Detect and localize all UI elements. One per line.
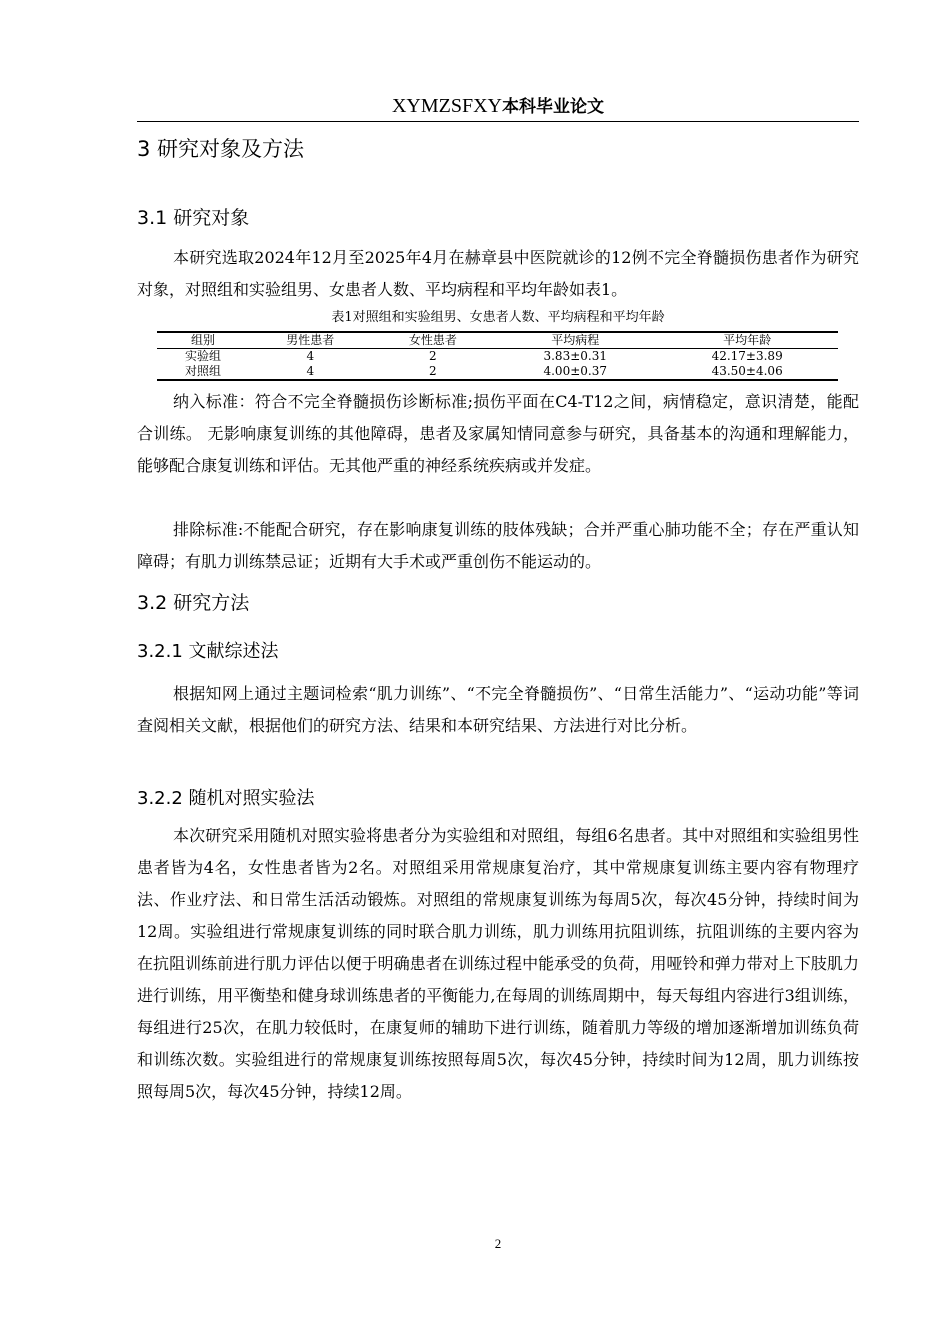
table-cell: 4 <box>306 349 315 363</box>
table-caption: 表1对照组和实验组男、女患者人数、平均病程和平均年龄 <box>331 310 665 325</box>
table-header-cell: 平均年龄 <box>656 332 838 349</box>
section-3-2-2-heading: 3.2.2 随机对照实验法 <box>137 788 315 809</box>
section-3-1-intro: 本研究选取2024年12月至2025年4月在赫章县中医院就诊的12例不完全脊髓损伤患者作为研究对象，对照组和实验组男、女患者人数、平均病程和平均年龄如表1。 <box>137 248 859 299</box>
header-code: XYMZSFXY <box>391 95 503 117</box>
table-cell: 2 <box>372 364 495 380</box>
table-cell: 2 <box>429 349 437 363</box>
section-3-2-2-text: 本次研究采用随机对照实验将患者分为实验组和对照组，每组6名患者。其中对照组和实验组男性患者皆为4名，女性患者皆为2名。对照组采用常规康复治疗，其中常规康复训练主要内容有物理疗法、作业疗法、和日常生活活动锻炼。对照组的常规康复训练为每周5次，每次45分钟，持续时间为12周。实验组进行常规康复训练的同时联合肌力训练，肌力训练用抗阻训练，抗阻训练的主要内容为在抗阻训练前进行肌力评估以便于明确患者在训练过程中能承受的负荷，用哑铃和弹力带对上下肢肌力进行训练，用平衡垫和健身球训练患者的平衡能力,在每周的训练周期中，每天每组内容进行3组训练，每组进行25次，在肌力较低时，在康复师的辅助下进行训练，随着肌力等级的增加逐渐增加训练负荷和训练次数。实验组进行的常规康复训练按照每周5次，每次45分钟，持续时间为12周，肌力训练按照每周5次，每次45分钟，持续12周。 <box>137 826 859 1101</box>
section-3-heading: 3 研究对象及方法 <box>137 137 305 161</box>
table-row <box>157 349 838 365</box>
section-3-2-heading: 3.2 研究方法 <box>137 592 250 614</box>
header-rule <box>137 121 859 122</box>
page-number: 2 <box>494 1236 502 1251</box>
inclusion-criteria: 纳入标准：符合不完全脊髓损伤诊断标准;损伤平面在C4-T12之间，病情稳定，意识清楚，能配合训练。 无影响康复训练的其他障碍，患者及家属知情同意参与研究，具备基本的沟通和理解能力，能够配合康复训练和评估。无其他严重的神经系统疾病或并发症。 <box>137 392 859 475</box>
patient-table <box>157 331 838 381</box>
table-cell: 3.83±0.31 <box>543 349 607 363</box>
table-header-cell: 男性患者 <box>249 332 372 349</box>
header-title: 本科毕业论文 <box>502 97 605 117</box>
table-cell: 4 <box>249 364 372 380</box>
section-3-2-1-heading: 3.2.1 文献综述法 <box>137 641 279 662</box>
table-cell: 42.17±3.89 <box>711 349 783 363</box>
table-cell: 4.00±0.37 <box>494 364 656 380</box>
section-3-2-1-text: 根据知网上通过主题词检索“肌力训练”、“不完全脊髓损伤”、“日常生活能力”、“运动功能”等词查阅相关文献，根据他们的研究方法、结果和本研究结果、方法进行对比分析。 <box>137 684 859 735</box>
exclusion-criteria: 排除标准:不能配合研究，存在影响康复训练的肢体残缺；合并严重心肺功能不全；存在严重认知障碍；有肌力训练禁忌证；近期有大手术或严重创伤不能运动的。 <box>137 520 859 571</box>
table-cell: 对照组 <box>157 364 249 380</box>
table-header-row <box>157 332 838 349</box>
table-cell: 43.50±4.06 <box>656 364 838 380</box>
table-cell: 实验组 <box>184 349 221 363</box>
table-header-cell: 女性患者 <box>372 332 495 349</box>
table-header-cell: 平均病程 <box>494 332 656 349</box>
table-header-cell: 组别 <box>157 332 249 349</box>
running-header <box>137 94 859 119</box>
section-3-1-heading: 3.1 研究对象 <box>137 207 250 229</box>
table-row <box>157 364 838 380</box>
